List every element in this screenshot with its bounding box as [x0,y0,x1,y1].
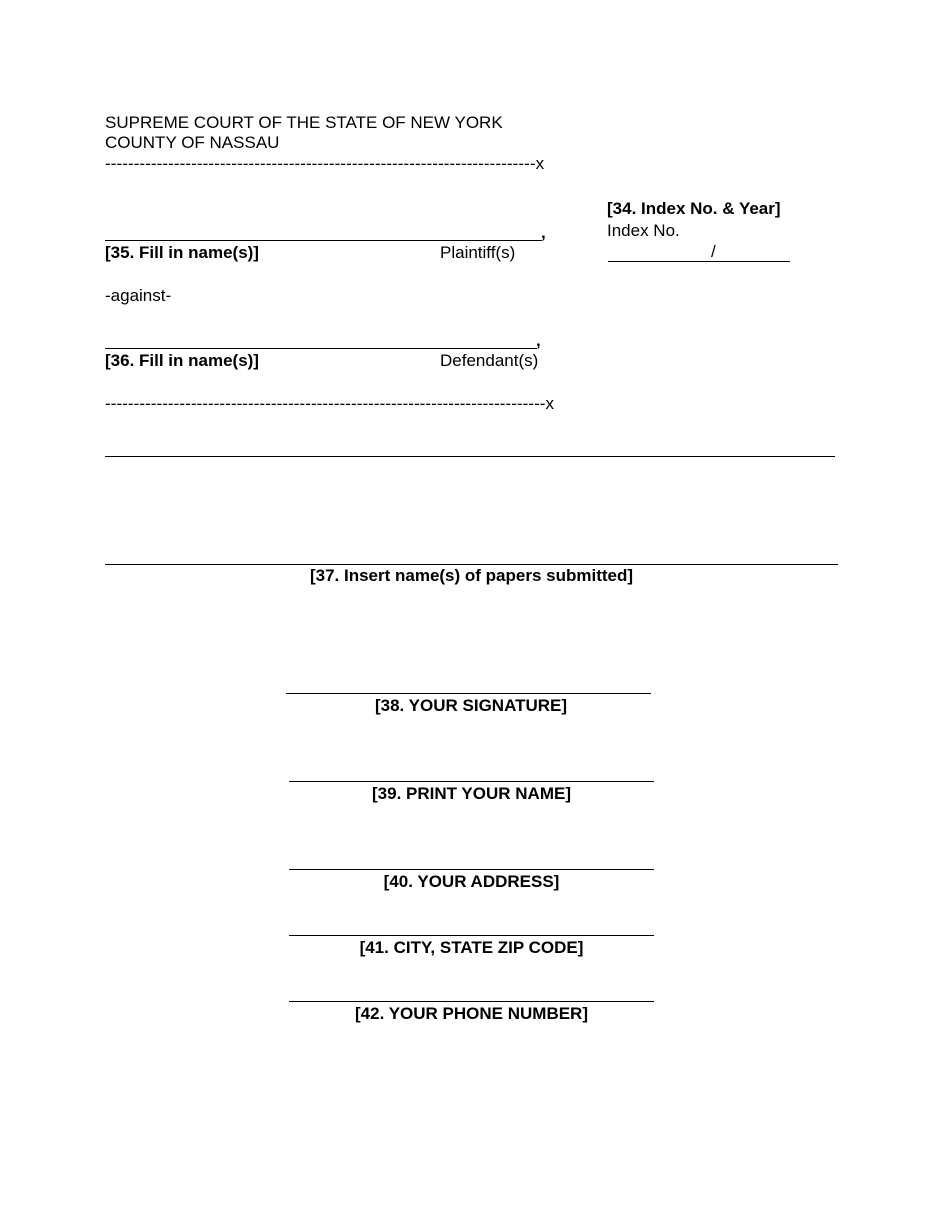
address-line[interactable] [289,869,654,870]
signature-label: [38. YOUR SIGNATURE] [374,696,568,715]
city-state-zip-line[interactable] [289,935,654,936]
plaintiff-role: Plaintiff(s) [440,243,516,262]
papers-label: [37. Insert name(s) of papers submitted] [309,566,634,585]
against-text: -against- [105,286,172,305]
index-number-line[interactable] [608,261,790,262]
defendant-name-line[interactable] [105,348,537,349]
city-state-zip-label: [41. CITY, STATE ZIP CODE] [359,938,584,957]
print-name-line[interactable] [289,781,654,782]
print-name-label: [39. PRINT YOUR NAME] [372,784,571,803]
address-label: [40. YOUR ADDRESS] [383,872,560,891]
phone-number-label: [42. YOUR PHONE NUMBER] [355,1004,588,1023]
caption-divider-bottom: -----------------------------------------------------------------------------x [105,394,555,413]
defendant-comma: , [536,331,541,350]
court-name: SUPREME COURT OF THE STATE OF NEW YORK [105,113,503,132]
papers-line-1[interactable] [105,456,835,457]
signature-line[interactable] [286,693,651,694]
index-separator: / [711,242,716,261]
plaintiff-fill-label: [35. Fill in name(s)] [105,243,259,262]
defendant-role: Defendant(s) [440,351,539,370]
index-label: Index No. [607,221,680,240]
plaintiff-comma: , [541,223,546,242]
defendant-fill-label: [36. Fill in name(s)] [105,351,259,370]
index-heading: [34. Index No. & Year] [607,199,781,218]
phone-number-line[interactable] [289,1001,654,1002]
county-name: COUNTY OF NASSAU [105,133,280,152]
caption-divider-top: ---------------------------------------------------------------------------x [105,154,545,173]
plaintiff-name-line[interactable] [105,240,542,241]
papers-line-2[interactable] [105,564,838,565]
